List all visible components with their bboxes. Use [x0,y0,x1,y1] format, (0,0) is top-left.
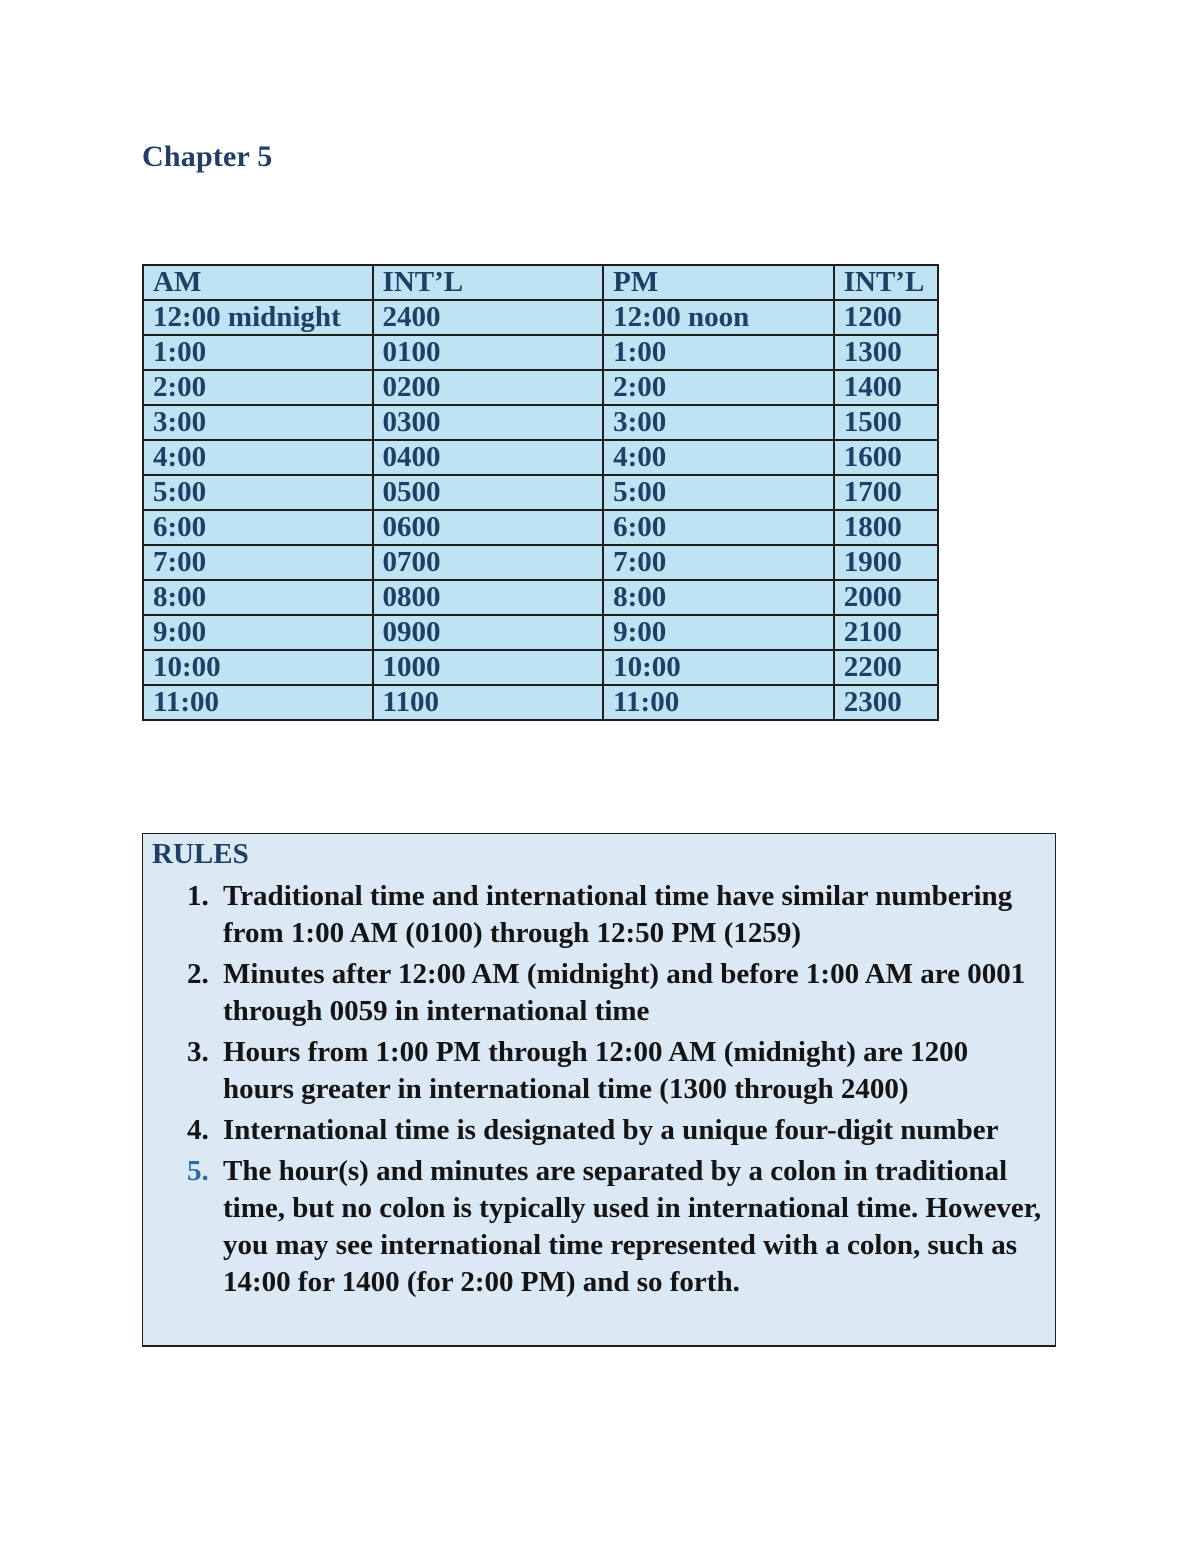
intl-pm-cell: 1800 [834,510,938,545]
column-header-intl-pm: INT’L [834,265,938,300]
intl-am-cell: 0200 [373,370,604,405]
page-title: Chapter 5 [142,140,273,173]
intl-pm-cell: 1200 [834,300,938,335]
intl-am-cell: 0400 [373,440,604,475]
rules-list [143,878,1043,1305]
pm-time-cell: 7:00 [603,545,834,580]
table-row [143,685,938,720]
table-row [143,440,938,475]
pm-time-cell: 8:00 [603,580,834,615]
intl-pm-cell: 1900 [834,545,938,580]
rule-item [143,1034,1043,1108]
intl-pm-cell: 2100 [834,615,938,650]
rule-text: Minutes after 12:00 AM (midnight) and before 1:00 AM are 0001 through 0059 in international time [223,958,1026,1027]
intl-am-cell: 0800 [373,580,604,615]
rule-item [143,956,1043,1030]
intl-pm-cell: 1300 [834,335,938,370]
am-time-cell: 11:00 [143,685,373,720]
table-row [143,300,938,335]
intl-am-cell: 0600 [373,510,604,545]
am-time-cell: 4:00 [143,440,373,475]
column-header-am: AM [143,265,373,300]
am-time-cell: 2:00 [143,370,373,405]
am-time-cell: 7:00 [143,545,373,580]
rule-text: International time is designated by a unique four-digit number [223,1114,999,1146]
pm-time-cell: 12:00 noon [603,300,834,335]
am-time-cell: 6:00 [143,510,373,545]
table-row [143,650,938,685]
pm-time-cell: 3:00 [603,405,834,440]
rule-text: The hour(s) and minutes are separated by a colon in traditional time, but no colon is typically used in international time. However, you may see international time represented with a colon, such as 14:00 for 1400 (for 2:00 PM) and so forth. [223,1155,1042,1298]
intl-pm-cell: 1500 [834,405,938,440]
intl-am-cell: 1000 [373,650,604,685]
rule-item [143,878,1043,952]
intl-pm-cell: 2300 [834,685,938,720]
table-row [143,335,938,370]
intl-am-cell: 0300 [373,405,604,440]
rule-text: Hours from 1:00 PM through 12:00 AM (midnight) are 1200 hours greater in international time (1300 through 2400) [223,1036,969,1105]
am-time-cell: 3:00 [143,405,373,440]
intl-am-cell: 2400 [373,300,604,335]
rules-title: RULES [152,838,249,870]
am-time-cell: 10:00 [143,650,373,685]
intl-pm-cell: 2000 [834,580,938,615]
pm-time-cell: 11:00 [603,685,834,720]
time-conversion-table [142,264,939,721]
table-row [143,510,938,545]
pm-time-cell: 5:00 [603,475,834,510]
intl-am-cell: 1100 [373,685,604,720]
am-time-cell: 5:00 [143,475,373,510]
intl-pm-cell: 1700 [834,475,938,510]
pm-time-cell: 1:00 [603,335,834,370]
intl-pm-cell: 2200 [834,650,938,685]
rule-text: Traditional time and international time have similar numbering from 1:00 AM (0100) through 12:50 PM (1259) [223,880,1013,949]
rule-number: 3. [187,1036,209,1068]
rule-item [143,1153,1043,1301]
am-time-cell: 8:00 [143,580,373,615]
intl-am-cell: 0700 [373,545,604,580]
table-row [143,370,938,405]
table-row [143,615,938,650]
column-header-pm: PM [603,265,834,300]
rules-box [142,833,1056,1347]
intl-pm-cell: 1400 [834,370,938,405]
rule-number: 5. [187,1155,209,1187]
table-row [143,580,938,615]
rule-number: 1. [187,880,209,912]
column-header-intl-am: INT’L [373,265,604,300]
rule-number: 4. [187,1114,209,1146]
intl-am-cell: 0500 [373,475,604,510]
am-time-cell: 9:00 [143,615,373,650]
intl-pm-cell: 1600 [834,440,938,475]
am-time-cell: 1:00 [143,335,373,370]
table-row [143,405,938,440]
rule-number: 2. [187,958,209,990]
table-row [143,475,938,510]
intl-am-cell: 0100 [373,335,604,370]
am-time-cell: 12:00 midnight [143,300,373,335]
pm-time-cell: 4:00 [603,440,834,475]
table-header-row [143,265,938,300]
table-row [143,545,938,580]
intl-am-cell: 0900 [373,615,604,650]
pm-time-cell: 9:00 [603,615,834,650]
rule-item [143,1112,1043,1149]
pm-time-cell: 6:00 [603,510,834,545]
pm-time-cell: 10:00 [603,650,834,685]
pm-time-cell: 2:00 [603,370,834,405]
